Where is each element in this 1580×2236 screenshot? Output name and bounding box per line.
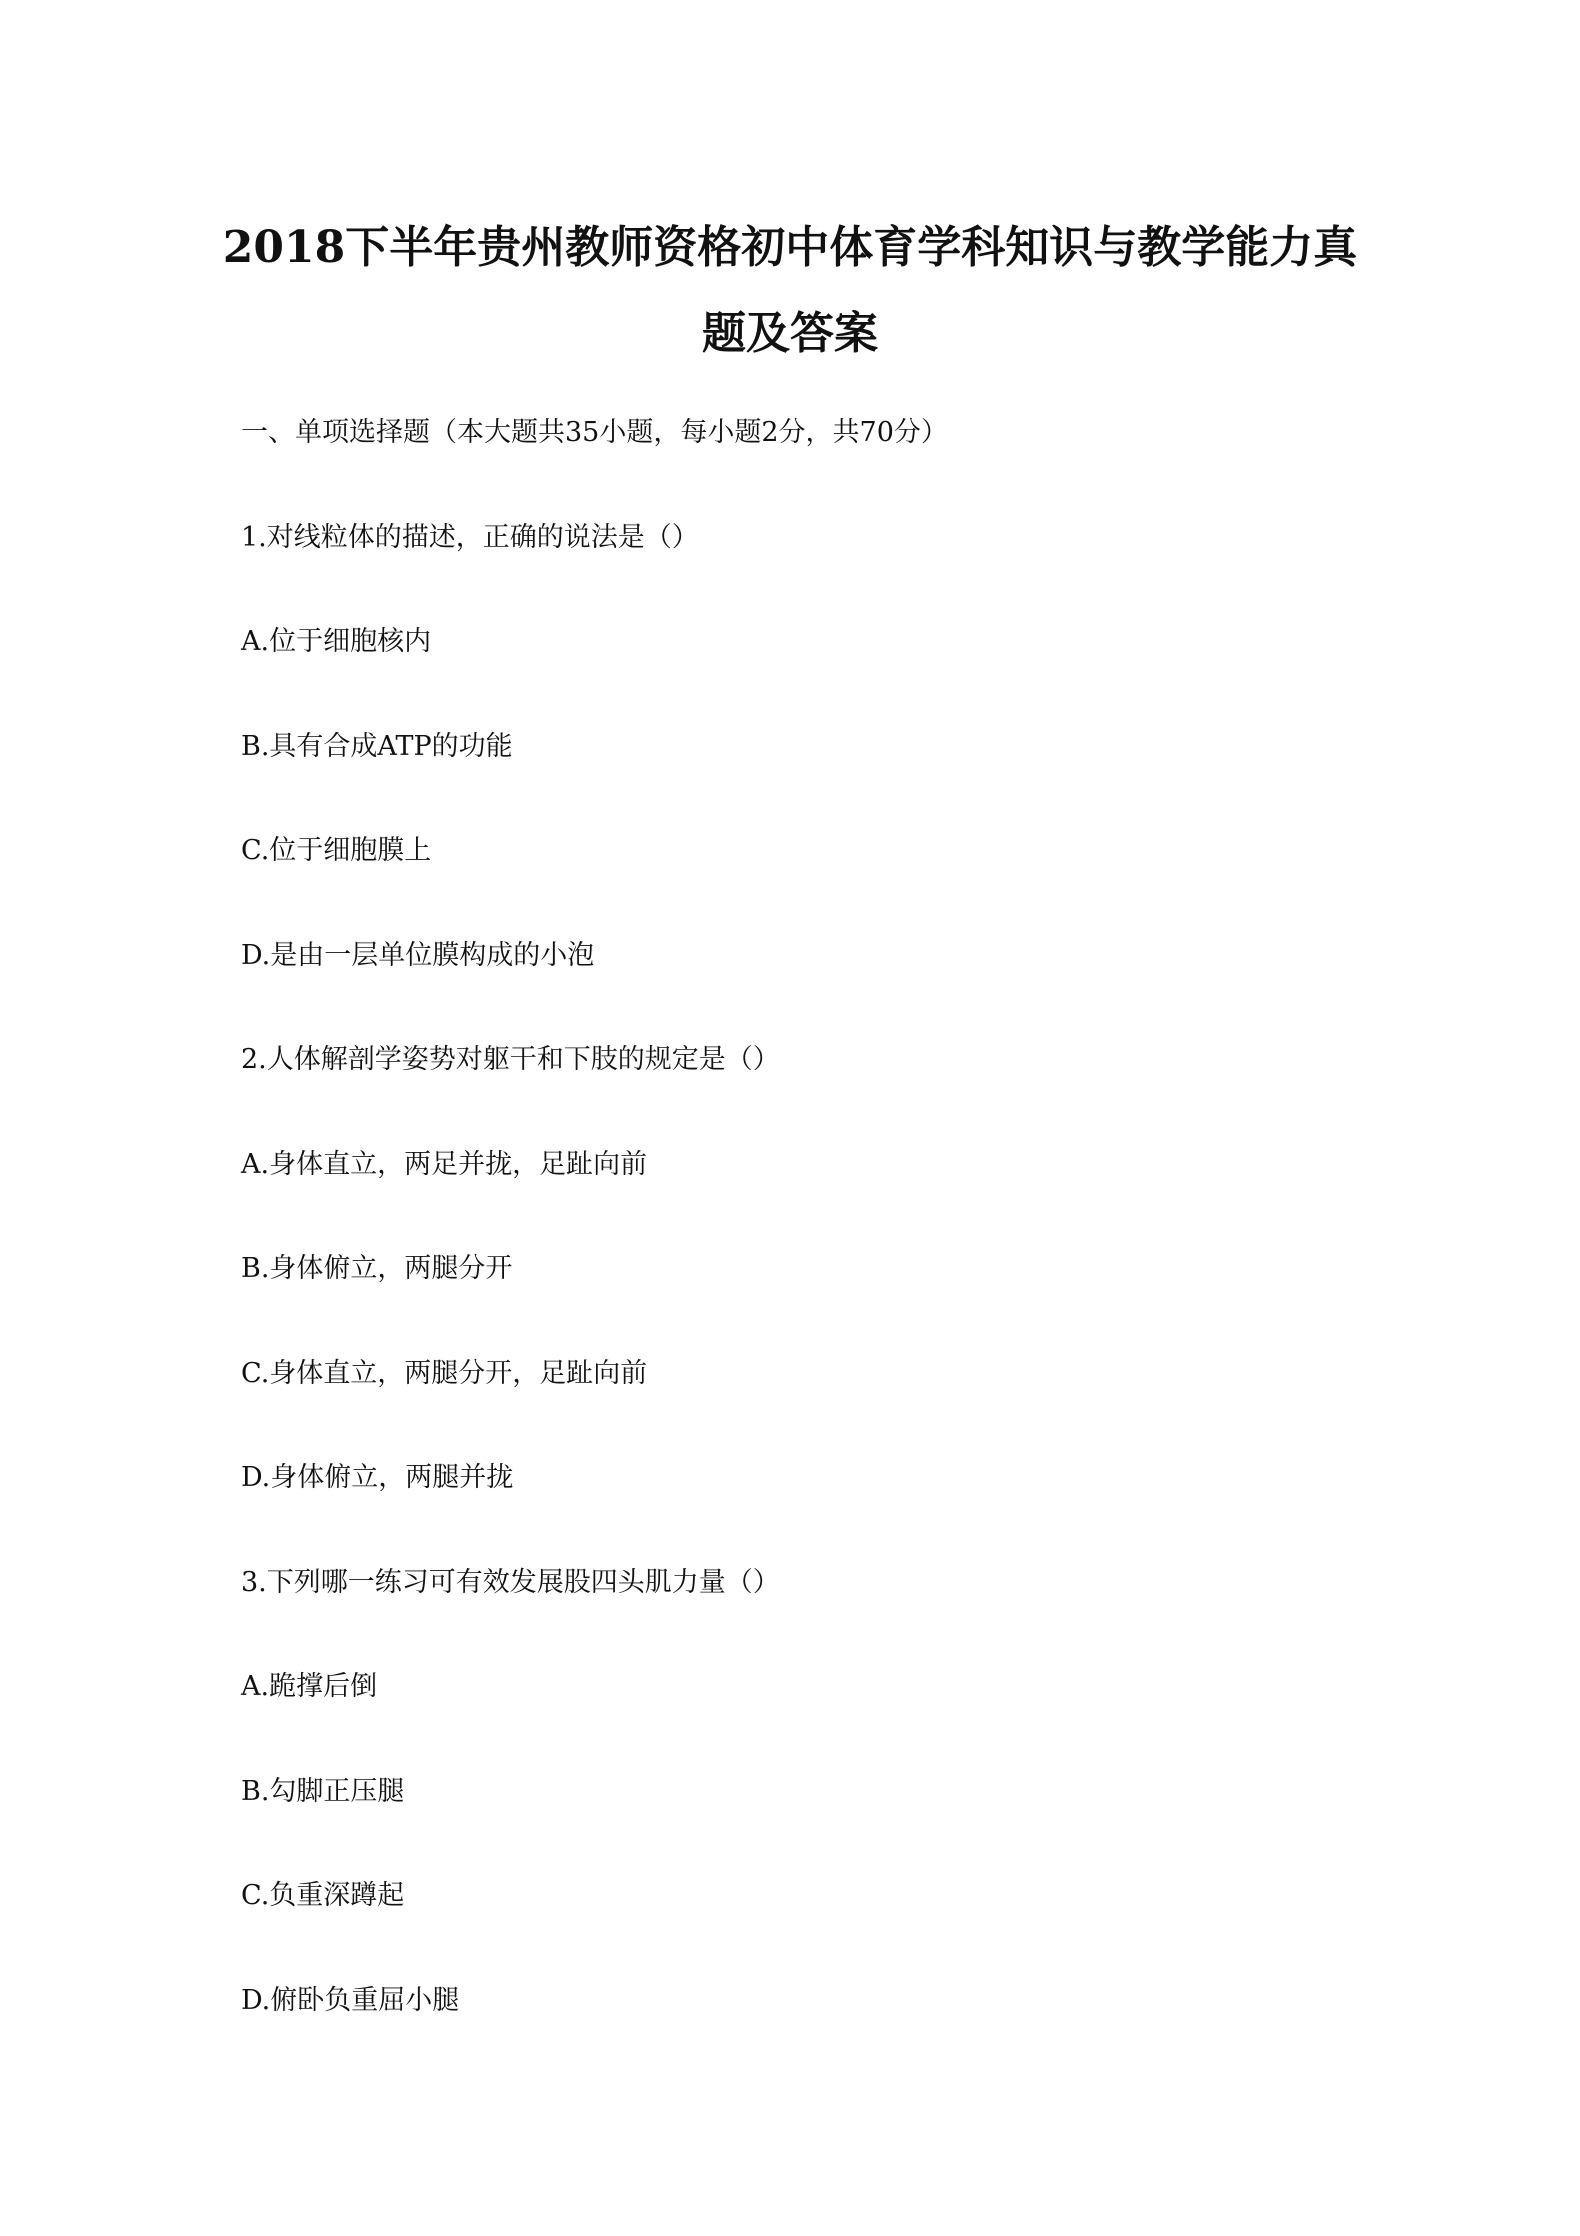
question-3-option-d: D.俯卧负重屈小腿 [241,1985,460,2016]
question-2-option-a: A.身体直立，两足并拢，足趾向前 [241,1149,648,1180]
document-title-line-1: 2018下半年贵州教师资格初中体育学科知识与教学能力真 [222,222,1358,273]
section-heading: 一、单项选择题（本大题共35小题，每小题2分，共70分） [241,417,948,448]
question-1-option-b: B.具有合成ATP的功能 [241,731,513,762]
question-1-option-a: A.位于细胞核内 [241,626,432,657]
document-title-line-2: 题及答案 [702,308,878,359]
question-stem-3: 3.下列哪一练习可有效发展股四头肌力量（） [241,1567,780,1598]
question-2-option-d: D.身体俯立，两腿并拢 [241,1462,514,1493]
question-3-option-c: C.负重深蹲起 [241,1880,405,1911]
question-3-option-a: A.跪撑后倒 [241,1671,378,1702]
question-2-option-b: B.身体俯立，两腿分开 [241,1253,513,1284]
question-3-option-b: B.勾脚正压腿 [241,1776,405,1807]
question-1-option-c: C.位于细胞膜上 [241,835,432,866]
question-2-option-c: C.身体直立，两腿分开，足趾向前 [241,1358,648,1389]
question-1-option-d: D.是由一层单位膜构成的小泡 [241,940,595,971]
question-stem-1: 1.对线粒体的描述，正确的说法是（） [241,522,699,553]
question-stem-2: 2.人体解剖学姿势对躯干和下肢的规定是（） [241,1044,780,1075]
